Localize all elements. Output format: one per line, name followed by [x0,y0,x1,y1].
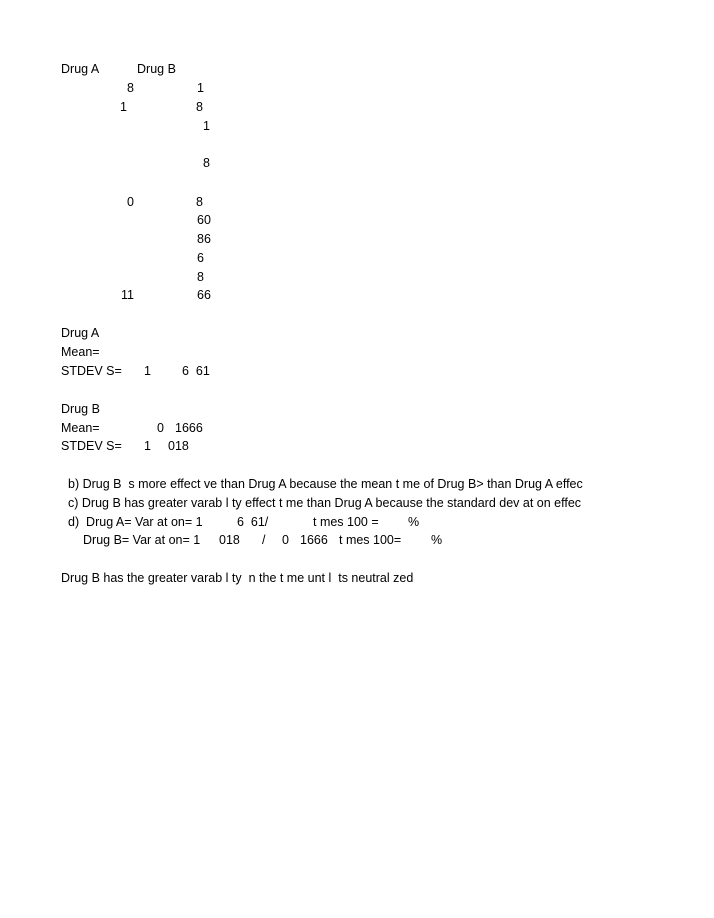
header-drug-b: Drug B [137,62,176,76]
cell-b-8: 60 [197,213,211,227]
cell-b-5: 8 [203,156,210,170]
cell-b-1: 1 [197,81,204,95]
answer-c: c) Drug B has greater varab l ty effect t me than Drug A because the standard dev at on effec [68,496,582,510]
stats-b-mean-part2: 1666 [175,421,203,435]
answer-b: b) Drug B s more effect ve than Drug A because the mean t me of Drug B> than Drug A effec [68,477,583,491]
answer-d-line2-f: t mes 100= [339,533,402,547]
header-drug-a: Drug A [61,62,100,76]
cell-b-10: 6 [197,251,204,265]
cell-b-12: 66 [197,288,211,302]
stats-a-mean-label: Mean= [61,345,100,359]
conclusion-text: Drug B has the greater varab l ty n the t me unt l ts neutral zed [61,571,414,585]
answer-d-line2-b: 018 [219,533,240,547]
cell-a-2: 1 [120,100,127,114]
stats-b-stdev-part2: 018 [168,439,189,453]
answer-d-line2-d: 0 [282,533,289,547]
answer-d-line1-d: % [408,515,420,529]
answer-d-line1-b: 6 61/ [237,515,269,529]
cell-b-2: 8 [196,100,203,114]
stats-b-title: Drug B [61,402,100,416]
stats-b-mean-label: Mean= [61,421,100,435]
cell-b-7: 8 [196,195,203,209]
cell-a-7: 0 [127,195,134,209]
stats-a-title: Drug A [61,326,100,340]
stats-a-stdev-part1: 1 [144,364,151,378]
stats-b-stdev-label: STDEV S= [61,439,122,453]
cell-a-1: 8 [127,81,134,95]
stats-b-stdev-part1: 1 [144,439,151,453]
cell-b-3: 1 [203,119,210,133]
cell-b-11: 8 [197,270,204,284]
stats-b-mean-part1: 0 [157,421,164,435]
answer-d-line2-a: Drug B= Var at on= 1 [83,533,201,547]
cell-b-9: 86 [197,232,211,246]
stats-a-stdev-part2: 6 61 [182,364,210,378]
cell-a-12: 11 [121,288,134,302]
answer-d-line2-e: 1666 [300,533,328,547]
answer-d-line1-a: d) Drug A= Var at on= 1 [68,515,203,529]
answer-d-line1-c: t mes 100 = [313,515,379,529]
stats-a-stdev-label: STDEV S= [61,364,122,378]
answer-d-line2-g: % [431,533,443,547]
answer-d-line2-c: / [262,533,266,547]
